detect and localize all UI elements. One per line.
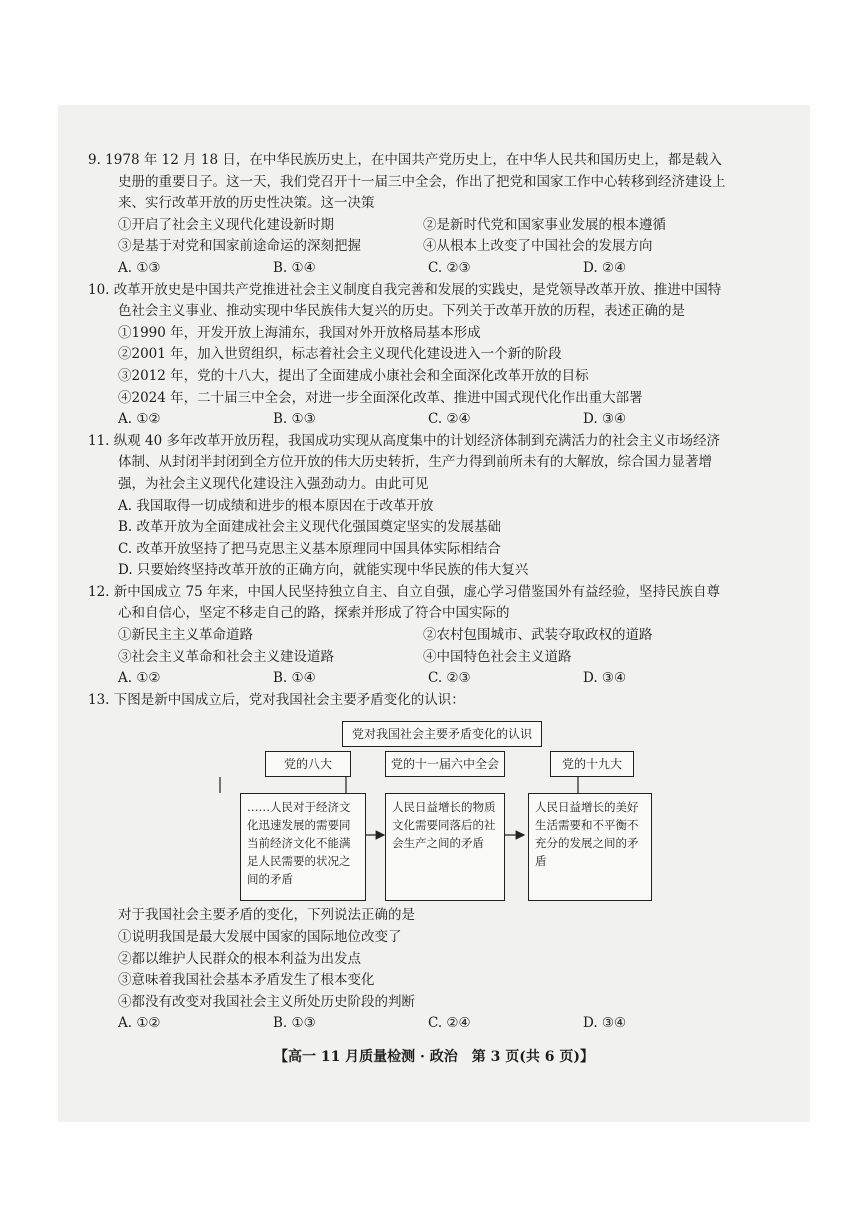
question-11-option-d: D. 只要始终坚持改革开放的正确方向，就能实现中华民族的伟大复兴 — [118, 562, 529, 579]
question-13-answer-a: A. ①② — [118, 1015, 161, 1032]
question-11-option-c: C. 改革开放坚持了把马克思主义基本原理同中国具体实际相结合 — [118, 540, 501, 557]
question-13-item-3: ③意味着我国社会基本矛盾发生了根本变化 — [118, 972, 375, 989]
question-10-answer-c: C. ②④ — [428, 411, 471, 428]
question-13-answers — [88, 1013, 728, 1035]
exam-content — [88, 150, 728, 1035]
question-9-stem: 9. 1978 年 12 月 18 日，在中华民族历史上，在中国共产党历史上，在中华人民共和国历史上，都是载入史册的重要日子。这一天，我们党召开十一届三中全会，作出了把党和国家工作中心转移到经济建设上来、实行改革开放的历史性决策。这一决策 — [88, 152, 726, 212]
question-9-answer-a: A. ①③ — [118, 259, 161, 276]
question-13-answer-c: C. ②④ — [428, 1015, 471, 1032]
question-10-stem: 10. 改革开放史是中国共产党推进社会主义制度自我完善和发展的实践史，是党领导改革开放、推进中国特色社会主义事业、推动实现中华民族伟大复兴的历史。下列关于改革开放的历程，表述正确的是 — [88, 281, 722, 320]
question-13-answer-d: D. ③④ — [583, 1015, 627, 1032]
question-10 — [88, 280, 728, 431]
question-11 — [88, 431, 728, 582]
question-12-answer-b: B. ①④ — [273, 670, 316, 687]
question-11-stem: 11. 纵观 40 多年改革开放历程，我国成功实现从高度集中的计划经济体制到充满活力的社会主义市场经济体制、从封闭半封闭到全方位开放的伟大历史转折，生产力得到前所未有的大解放，综合国力显著增强，为社会主义现代化建设注入强劲动力。由此可见 — [88, 432, 721, 492]
question-9-items-row-2 — [88, 236, 728, 258]
page-footer: 【高一 11 月质量检测 · 政治 第 3 页(共 6 页)】 — [273, 1049, 595, 1065]
question-12-item-1: ①新民主主义革命道路 — [118, 627, 253, 644]
question-9 — [88, 150, 728, 280]
question-12-items-row-2 — [88, 647, 728, 669]
diagram-label-eighth-congress: 党的八大 — [265, 751, 351, 777]
question-10-item-4: ④2024 年，二十届三中全会，对进一步全面深化改革、推进中国式现代化作出重大部署 — [118, 389, 643, 406]
diagram-title: 党对我国社会主要矛盾变化的认识 — [342, 721, 542, 747]
question-13-item-4: ④都没有改变对我国社会主义所处历史阶段的判断 — [118, 993, 415, 1010]
question-9-item-3: ③是基于对党和国家前途命运的深刻把握 — [118, 238, 361, 255]
diagram-node-nineteenth-congress: 人民日益增长的美好生活需要和不平衡不充分的发展之间的矛盾 — [528, 793, 652, 901]
question-13 — [88, 690, 728, 1035]
question-9-items-row-1 — [88, 215, 728, 237]
question-10-item-3: ③2012 年，党的十八大，提出了全面建成小康社会和全面深化改革开放的目标 — [118, 367, 589, 384]
question-13-question: 对于我国社会主要矛盾的变化，下列说法正确的是 — [118, 907, 415, 924]
question-13-item-1: ①说明我国是最大发展中国家的国际地位改变了 — [118, 929, 402, 946]
question-13-answer-b: B. ①③ — [273, 1015, 316, 1032]
diagram-label-sixth-plenum: 党的十一届六中全会 — [385, 751, 505, 777]
question-12-item-4: ④中国特色社会主义道路 — [423, 648, 572, 665]
question-12-items-row-1 — [88, 625, 728, 647]
question-10-item-2: ②2001 年，加入世贸组织，标志着社会主义现代化建设进入一个新的阶段 — [118, 346, 562, 363]
question-10-answer-b: B. ①③ — [273, 411, 316, 428]
question-10-answers — [88, 409, 728, 431]
question-12-answers — [88, 668, 728, 690]
diagram-label-nineteenth-congress: 党的十九大 — [550, 751, 634, 777]
contradiction-diagram — [88, 715, 728, 905]
question-10-item-1: ①1990 年，开发开放上海浦东，我国对外开放格局基本形成 — [118, 324, 481, 341]
question-9-item-4: ④从根本上改变了中国社会的发展方向 — [423, 238, 653, 255]
question-12-item-2: ②农村包围城市、武装夺取政权的道路 — [423, 627, 653, 644]
question-12-item-3: ③社会主义革命和社会主义建设道路 — [118, 648, 334, 665]
question-13-item-2: ②都以维护人民群众的根本利益为出发点 — [118, 950, 361, 967]
diagram-node-sixth-plenum: 人民日益增长的物质文化需要同落后的社会生产之间的矛盾 — [385, 793, 505, 901]
question-12 — [88, 582, 728, 690]
question-11-option-b: B. 改革开放为全面建成社会主义现代化强国奠定坚实的发展基础 — [118, 519, 502, 536]
question-11-option-a: A. 我国取得一切成绩和进步的根本原因在于改革开放 — [118, 497, 434, 514]
question-12-answer-d: D. ③④ — [583, 670, 627, 687]
question-13-stem: 13. 下图是新中国成立后，党对我国社会主要矛盾变化的认识： — [88, 691, 465, 708]
question-12-answer-a: A. ①② — [118, 670, 161, 687]
diagram-node-eighth-congress: ……人民对于经济文化迅速发展的需要同当前经济文化不能满足人民需要的状况之间的矛盾 — [240, 793, 366, 901]
question-9-answer-c: C. ②③ — [428, 259, 471, 276]
question-9-item-1: ①开启了社会主义现代化建设新时期 — [118, 216, 334, 233]
question-9-answer-b: B. ①④ — [273, 259, 316, 276]
question-9-answer-d: D. ②④ — [583, 259, 627, 276]
question-9-item-2: ②是新时代党和国家事业发展的根本遵循 — [423, 216, 666, 233]
question-9-answers — [88, 258, 728, 280]
question-10-answer-d: D. ③④ — [583, 411, 627, 428]
question-12-answer-c: C. ②③ — [428, 670, 471, 687]
question-10-answer-a: A. ①② — [118, 411, 161, 428]
question-12-stem: 12. 新中国成立 75 年来，中国人民坚持独立自主、自立自强，虚心学习借鉴国外有益经验，坚持民族自尊心和自信心，坚定不移走自己的路，探索并形成了符合中国实际的 — [88, 583, 721, 622]
